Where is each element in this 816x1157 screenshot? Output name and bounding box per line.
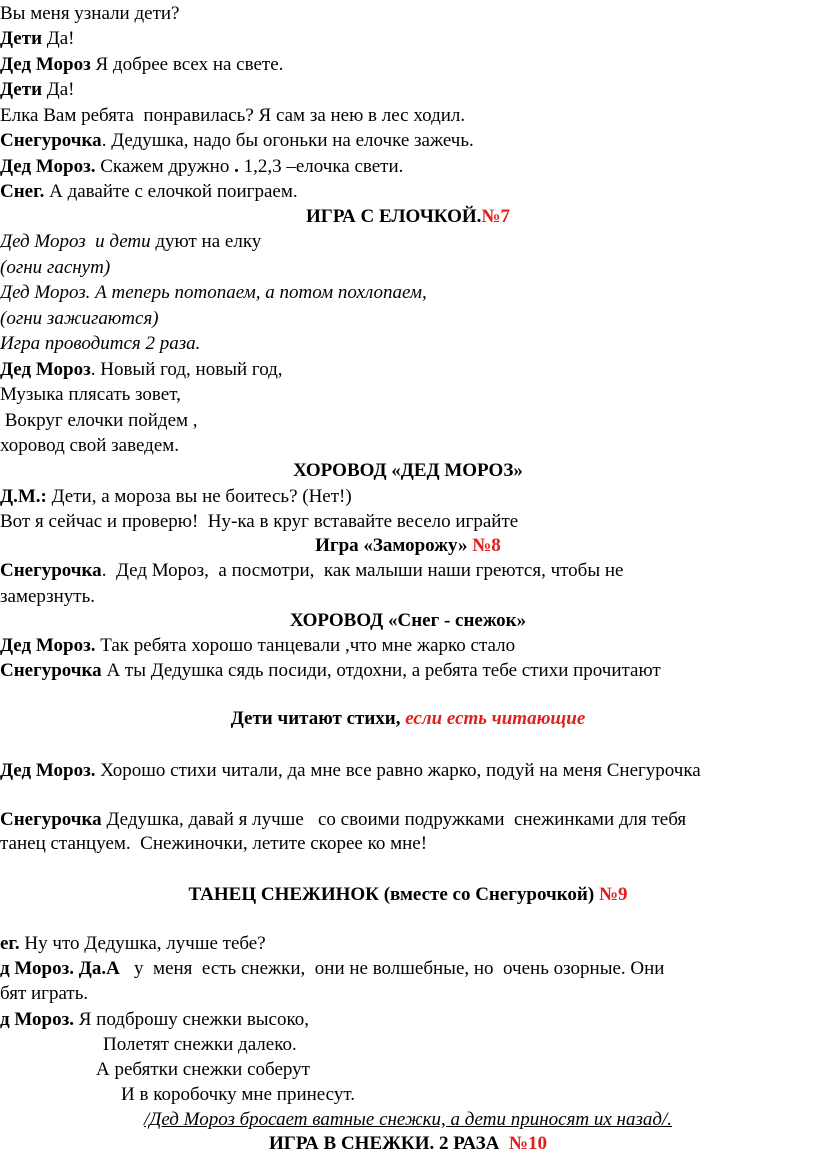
line-text: замерзнуть. <box>0 586 96 607</box>
italic-text: Дед Мороз и дети <box>0 231 151 252</box>
italic-text: /Дед Мороз бросает ватные снежки, а дети приносят их назад/. <box>143 1109 673 1130</box>
text-line <box>0 2 179 26</box>
text-line <box>0 104 465 128</box>
dialogue-line <box>0 634 515 658</box>
stage-direction <box>0 256 110 280</box>
stage-direction <box>0 281 427 305</box>
verse-line <box>0 409 198 433</box>
verse-line <box>103 1033 297 1057</box>
italic-text: (огни зажигаются) <box>0 308 159 329</box>
heading-title: ТАНЕЦ СНЕЖИНОК (вместе со Снегурочкой) <box>188 884 599 905</box>
line-text: дуют на елку <box>150 231 262 252</box>
section-heading <box>0 609 816 633</box>
bold-dot: . <box>234 156 239 177</box>
dialogue-line <box>0 180 298 204</box>
dialogue-line <box>0 957 664 981</box>
line-text: Вот я сейчас и проверю! Ну-ка в круг вставайте весело играйте <box>0 511 519 532</box>
item-number: №8 <box>472 535 501 556</box>
line-text: бят играть. <box>0 983 89 1004</box>
line-text: Да! <box>42 28 75 49</box>
line-text: танец станцуем. Снежиночки, летите скорее ко мне! <box>0 833 428 854</box>
heading-title: ХОРОВОД «ДЕД МОРОЗ» <box>293 460 523 481</box>
verse-line <box>0 434 179 458</box>
dialogue-line <box>0 808 686 832</box>
section-heading <box>0 1132 816 1156</box>
dialogue-line <box>0 932 266 956</box>
dialogue-line <box>0 358 283 382</box>
line-text: Я добрее всех на свете. <box>90 54 284 75</box>
line-text: Вокруг елочки пойдем , <box>0 410 198 431</box>
line-text: Хорошо стихи читали, да мне все равно жарко, подуй на меня Снегурочка <box>95 760 701 781</box>
line-text: И в коробочку мне принесут. <box>121 1084 355 1105</box>
speaker-name: д Мороз. <box>0 1009 74 1030</box>
dialogue-line <box>0 759 701 783</box>
line-text: . Дед Мороз, а посмотри, как малыши наши греются, чтобы не <box>101 560 624 581</box>
line-text: Полетят снежки далеко. <box>103 1034 297 1055</box>
line-text: А давайте с елочкой поиграем. <box>44 181 298 202</box>
stage-direction <box>0 230 261 254</box>
speaker-name: Д.М.: <box>0 486 47 507</box>
heading-title: ИГРА В СНЕЖКИ. 2 РАЗА <box>269 1133 509 1154</box>
line-text: Ну что Дедушка, лучше тебе? <box>19 933 266 954</box>
heading-note: если есть читающие <box>405 708 586 729</box>
text-line <box>0 585 95 609</box>
dialogue-line <box>0 1008 309 1032</box>
verse-line <box>96 1058 310 1082</box>
stage-direction <box>0 1108 816 1132</box>
item-number: №7 <box>481 206 511 227</box>
line-text: А ты Дедушка сядь посиди, отдохни, а ребята тебе стихи прочитают <box>101 660 661 681</box>
dialogue-line <box>0 659 661 683</box>
speaker-name: Снегурочка <box>0 660 102 681</box>
line-text: Музыка плясать зовет, <box>0 384 181 405</box>
dialogue-line <box>0 485 352 509</box>
speaker-name: Снегурочка <box>0 809 102 830</box>
speaker-name: Дети <box>0 28 43 49</box>
line-text: 1,2,3 –елочка свети. <box>238 156 404 177</box>
line-text: Дети, а мороза вы не боитесь? (Нет!) <box>46 486 352 507</box>
text-line <box>0 832 427 856</box>
heading-title: ИГРА С ЕЛОЧКОЙ. <box>305 206 482 227</box>
line-text: . Новый год, новый год, <box>90 359 283 380</box>
text-line <box>0 982 88 1006</box>
stage-direction <box>0 332 200 356</box>
line-text: . Дедушка, надо бы огоньки на елочке зажечь. <box>101 130 474 151</box>
section-heading <box>0 707 816 731</box>
speaker-name: ег. <box>0 933 20 954</box>
line-text: Елка Вам ребята понравилась? Я сам за нею в лес ходил. <box>0 105 466 126</box>
speaker-name: Дед Мороз. <box>0 156 96 177</box>
dialogue-line <box>0 129 474 153</box>
speaker-name: Дети <box>0 79 43 100</box>
dialogue-line <box>0 27 75 51</box>
stage-direction <box>0 307 159 331</box>
dialogue-line <box>0 559 623 583</box>
speaker-name: Снегурочка <box>0 560 102 581</box>
dialogue-line <box>0 78 75 102</box>
verse-line <box>121 1083 355 1107</box>
section-heading <box>0 459 816 483</box>
item-number: №10 <box>508 1133 547 1154</box>
line-text: у меня есть снежки, они не волшебные, но очень озорные. Они <box>119 958 665 979</box>
heading-title: ХОРОВОД «Снег - снежок» <box>289 610 527 631</box>
section-heading <box>0 534 816 558</box>
verse-line <box>0 383 181 407</box>
line-text: Да! <box>42 79 75 100</box>
line-text: Вы меня узнали дети? <box>0 3 180 24</box>
line-text: Дедушка, давай я лучше со своими подружками снежинками для тебя <box>101 809 687 830</box>
line-text: хоровод свой заведем. <box>0 435 180 456</box>
speaker-name: Снег. <box>0 181 45 202</box>
speaker-name: д Мороз. Да.А <box>0 958 120 979</box>
line-text: А ребятки снежки соберут <box>96 1059 310 1080</box>
italic-text: Игра проводится 2 раза. <box>0 333 201 354</box>
item-number: №9 <box>598 884 628 905</box>
dialogue-line <box>0 53 283 77</box>
speaker-name: Дед Мороз <box>0 359 91 380</box>
heading-title: Игра «Заморожу» <box>315 535 473 556</box>
section-heading <box>0 205 816 229</box>
line-text: Я подброшу снежки высоко, <box>74 1009 310 1030</box>
italic-text: Дед Мороз. А теперь потопаем, а потом похлопаем, <box>0 282 427 303</box>
speaker-name: Дед Мороз. <box>0 760 96 781</box>
speaker-name: Дед Мороз. <box>0 635 96 656</box>
line-text: Скажем дружно <box>95 156 235 177</box>
line-text: Так ребята хорошо танцевали ,что мне жарко стало <box>95 635 516 656</box>
speaker-name: Дед Мороз <box>0 54 91 75</box>
italic-text: (огни гаснут) <box>0 257 111 278</box>
text-line <box>0 510 518 534</box>
heading-title: Дети читают стихи, <box>230 708 406 729</box>
section-heading <box>0 883 816 907</box>
dialogue-line <box>0 155 403 179</box>
speaker-name: Снегурочка <box>0 130 102 151</box>
